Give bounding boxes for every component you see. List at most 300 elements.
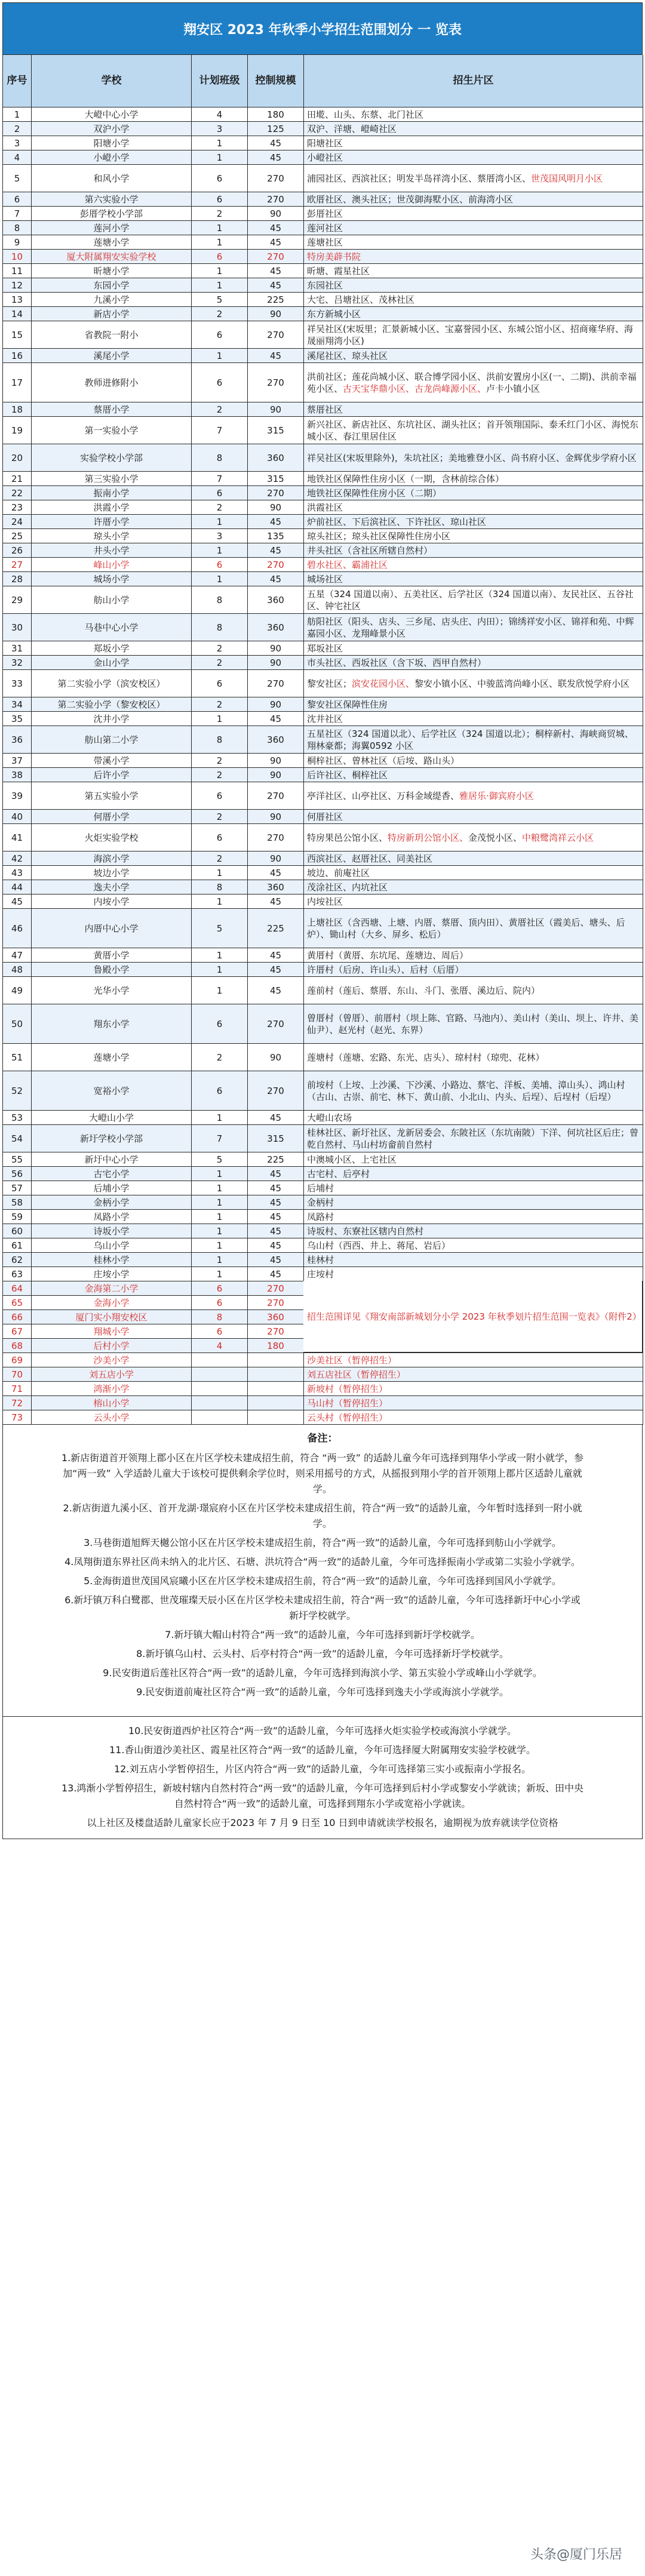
row-area [304, 515, 643, 529]
table-row [2, 852, 643, 866]
row-no: 11 [3, 264, 32, 278]
table-row [2, 293, 643, 307]
row-no: 49 [3, 977, 32, 1004]
row-area [304, 221, 643, 235]
row-classes: 8 [192, 1310, 248, 1324]
area-highlight: 滨安花园小区、 [352, 678, 415, 689]
row-classes: 2 [192, 697, 248, 712]
area-highlight: 特房美薜书院 [307, 251, 361, 262]
row-no: 8 [3, 221, 32, 235]
row-school: 榕山小学 [32, 1396, 192, 1410]
table-row [2, 558, 643, 572]
row-area [304, 307, 643, 321]
area-segment: 城场社区 [307, 573, 343, 585]
row-scale: 360 [248, 726, 304, 754]
row-area [304, 1210, 643, 1224]
table-row [2, 1267, 643, 1281]
row-area-text [307, 323, 640, 347]
table-row [2, 1111, 643, 1125]
row-classes [192, 1353, 248, 1367]
area-segment: 井头社区（含社区所辖自然村） [307, 545, 433, 556]
row-no: 48 [3, 963, 32, 977]
area-segment: 郑坂社区 [307, 643, 343, 654]
row-school: 沙美小学 [32, 1353, 192, 1367]
note-item: 9.民安街道后莲社区符合“两一致”的适龄儿童，今年可选择到海滨小学、第五实验小学或峰山小学就学。 [103, 1667, 542, 1679]
area-segment: 昕塘、霞星社区 [307, 265, 370, 276]
row-school: 振南小学 [32, 486, 192, 500]
row-no: 44 [3, 880, 32, 894]
row-area-text [307, 1240, 450, 1252]
table-row [2, 264, 643, 278]
table-row [2, 444, 643, 472]
row-scale: 225 [248, 1152, 304, 1167]
row-school: 光华小学 [32, 977, 192, 1004]
header-school: 学校 [32, 55, 192, 107]
table-row [2, 500, 643, 515]
table-row [2, 107, 643, 122]
row-no: 64 [3, 1281, 32, 1296]
row-scale: 125 [248, 122, 304, 136]
table-row [2, 543, 643, 558]
note-item: 9.民安街道前庵社区符合“两一致”的适龄儿童，今年可选择到逸夫小学或海滨小学就学。 [136, 1686, 509, 1698]
row-school: 凤路小学 [32, 1210, 192, 1224]
row-no: 35 [3, 712, 32, 726]
area-segment: 曾厝村（曾厝）、前厝村（坝上陈、官路、马池内）、美山村（美山、坝上、许井、美仙尹）、赵光村（赵光、东界） [307, 1012, 639, 1035]
row-area [304, 150, 643, 165]
row-no: 72 [3, 1396, 32, 1410]
row-school: 翔东小学 [32, 1004, 192, 1044]
row-no: 5 [3, 165, 32, 192]
row-classes: 8 [192, 586, 248, 614]
row-school: 峰山小学 [32, 558, 192, 572]
row-classes: 5 [192, 909, 248, 948]
table-title: 翔安区 2023 年秋季小学招生范围划分 一 览表 [2, 2, 643, 55]
row-area [304, 543, 643, 558]
row-school: 第六实验小学 [32, 192, 192, 207]
row-area-text [307, 1254, 334, 1266]
row-no: 36 [3, 726, 32, 754]
area-segment: 内垵社区 [307, 896, 343, 907]
row-area-text [307, 985, 540, 997]
row-classes: 2 [192, 500, 248, 515]
row-area [304, 782, 643, 810]
table-row [2, 641, 643, 656]
area-segment: 田墘、山头、东蔡、北门社区 [307, 109, 424, 120]
row-no: 62 [3, 1253, 32, 1267]
table-row [2, 1210, 643, 1224]
row-no: 24 [3, 515, 32, 529]
area-segment: 舫阳社区（阳头、店头、三乡尾、店头庄、内田）；锦绣祥安小区、锦祥和苑、中辉嘉园小区、龙翔峰景小区 [307, 616, 634, 639]
row-area-text [307, 896, 343, 908]
row-area [304, 1281, 643, 1322]
notes-list-2 [3, 1717, 642, 1839]
area-segment: 祥吴社区(宋坂里除外)，朱坑社区；美地雅登小区、尚书府小区、金辉优步学府小区 [307, 452, 637, 463]
row-area [304, 572, 643, 586]
row-no: 59 [3, 1210, 32, 1224]
row-area [304, 207, 643, 221]
row-no: 41 [3, 824, 32, 852]
row-no: 39 [3, 782, 32, 810]
row-classes: 6 [192, 1071, 248, 1111]
area-highlight: 碧水社区、霸浦社区 [307, 559, 388, 570]
row-classes: 1 [192, 894, 248, 909]
row-no: 46 [3, 909, 32, 948]
row-no: 31 [3, 641, 32, 656]
row-area-text [307, 1268, 334, 1280]
row-scale: 270 [248, 1324, 304, 1339]
row-area-text [307, 1225, 423, 1237]
area-segment: 莲塘村（莲塘、宏路、东光、店头）、琼村村（琼兜、花林） [307, 1052, 545, 1063]
row-scale: 45 [248, 1167, 304, 1181]
area-segment: 黎安小镇小区、中骏蓝湾尚峰小区、联发欣悦学府小区 [414, 678, 630, 689]
row-no: 42 [3, 852, 32, 866]
row-area [304, 250, 643, 264]
area-segment: 黎安社区保障性住房 [307, 699, 388, 710]
row-classes: 6 [192, 321, 248, 349]
area-segment: 炉前社区、下后滨社区、下许社区、琼山社区 [307, 516, 487, 527]
row-area-text [307, 1079, 640, 1103]
table-row [2, 866, 643, 880]
row-classes: 1 [192, 1238, 248, 1253]
row-area-text [307, 404, 343, 416]
row-school: 桂林小学 [32, 1253, 192, 1267]
area-segment: 中澳城小区、上宅社区 [307, 1154, 397, 1165]
row-no: 28 [3, 572, 32, 586]
row-classes [192, 1367, 248, 1382]
table-row [2, 1044, 643, 1071]
row-area-text [307, 123, 397, 135]
row-area [304, 977, 643, 1004]
row-scale: 360 [248, 880, 304, 894]
table-row [2, 165, 643, 192]
area-segment: 后许社区、桐梓社区 [307, 769, 388, 780]
row-scale: 270 [248, 782, 304, 810]
table-row [2, 307, 643, 321]
row-scale: 135 [248, 529, 304, 543]
row-no: 25 [3, 529, 32, 543]
table-row [2, 1224, 643, 1238]
row-scale [248, 1382, 304, 1396]
row-no: 65 [3, 1296, 32, 1310]
table-row [2, 278, 643, 293]
row-school: 云头小学 [32, 1410, 192, 1425]
row-area-text [307, 1052, 545, 1063]
row-area-text [307, 790, 534, 802]
row-no: 56 [3, 1167, 32, 1181]
table-row [2, 1167, 643, 1181]
row-school: 彭厝学校小学部 [32, 207, 192, 221]
row-area [304, 1181, 643, 1195]
row-classes: 5 [192, 293, 248, 307]
row-area [304, 349, 643, 363]
row-area-text [307, 1412, 388, 1424]
row-area [304, 1367, 643, 1382]
table-row [2, 1181, 643, 1195]
table-row [2, 670, 643, 697]
row-area-text [307, 530, 450, 542]
table-row [2, 321, 643, 349]
area-segment: 特房果邑公馆小区、 [307, 832, 388, 843]
row-scale: 90 [248, 402, 304, 417]
notes-label: 备注： [307, 1433, 338, 1444]
row-classes: 2 [192, 402, 248, 417]
row-scale: 90 [248, 656, 304, 670]
row-classes: 2 [192, 1044, 248, 1071]
row-area [304, 1410, 643, 1425]
row-classes: 6 [192, 250, 248, 264]
row-area-text [307, 152, 343, 164]
table-row [2, 1410, 643, 1425]
row-scale: 45 [248, 515, 304, 529]
row-scale: 180 [248, 1339, 304, 1353]
row-scale: 360 [248, 586, 304, 614]
area-segment: 五星（324 国道以南）、五美社区、后学社区（324 国道以南）、友民社区、五谷社区、钟宅社区 [307, 588, 634, 611]
row-scale: 45 [248, 1210, 304, 1224]
row-area-text [307, 1112, 352, 1124]
area-segment: 前垵村（上垵、上沙溪、下沙溪、小路边、蔡宅、洋板、美埔、漳山头）、鸿山村（古山、古崇、前宅、林下、黄山前、小北山、内头、后埕）、后埕村（后埕） [307, 1079, 625, 1102]
row-no: 61 [3, 1238, 32, 1253]
row-scale: 45 [248, 1181, 304, 1195]
merged-area-note: 招生范围详见《翔安南部新城划分小学 2023 年秋季划片招生范围一览表》（附件2） [303, 1281, 642, 1352]
row-school: 舫山小学 [32, 586, 192, 614]
row-no: 16 [3, 349, 32, 363]
row-area [304, 417, 643, 444]
row-area-text [307, 109, 423, 121]
row-scale: 270 [248, 1004, 304, 1044]
row-classes: 2 [192, 852, 248, 866]
area-segment: 阳塘社区 [307, 137, 343, 149]
row-scale: 270 [248, 321, 304, 349]
area-segment: 琼头社区；琼头社区保障性住房小区 [307, 530, 451, 542]
note-item: 以上社区及楼盘适龄儿童家长应于2023 年 7 月 9 日至 10 日到申请就读学校报名，逾期视为放弃就读学位资格 [87, 1817, 558, 1828]
notes-section [2, 1425, 643, 1839]
row-school: 东园小学 [32, 278, 192, 293]
row-classes: 6 [192, 192, 248, 207]
area-segment: 彭厝社区 [307, 208, 343, 219]
row-area-text [307, 881, 388, 893]
notes-list [3, 1449, 642, 1702]
row-scale: 270 [248, 363, 304, 402]
row-no: 18 [3, 402, 32, 417]
row-scale: 45 [248, 235, 304, 250]
area-segment: 地铁社区保障性住房小区（一期，含林前综合体） [307, 473, 505, 484]
row-school: 乌山小学 [32, 1238, 192, 1253]
row-area-text [307, 1369, 406, 1381]
table-row [2, 1253, 643, 1267]
table-row [2, 207, 643, 221]
row-scale: 270 [248, 670, 304, 697]
row-no: 53 [3, 1111, 32, 1125]
area-segment: 洪前社区；莲花尚城小区、联合博学园小区、洪前安置房小区(一、二期)、洪前幸福苑小区、 [307, 371, 637, 394]
row-scale: 45 [248, 1253, 304, 1267]
row-area-text [307, 832, 594, 844]
row-school: 第五实验小学 [32, 782, 192, 810]
row-school: 许厝小学 [32, 515, 192, 529]
row-school: 新店小学 [32, 307, 192, 321]
row-scale [248, 1353, 304, 1367]
row-no: 21 [3, 472, 32, 486]
row-area-text [307, 769, 388, 781]
row-school: 莲塘小学 [32, 235, 192, 250]
area-segment: 金柄村 [307, 1197, 334, 1208]
row-area-text [307, 371, 640, 395]
row-no: 1 [3, 107, 32, 122]
area-segment: 欧厝社区、澳头社区；世茂御海墅小区、前海湾小区 [307, 193, 514, 205]
row-area [304, 726, 643, 754]
table-row [2, 349, 643, 363]
row-scale: 90 [248, 500, 304, 515]
row-school: 莲河小学 [32, 221, 192, 235]
row-no: 63 [3, 1267, 32, 1281]
row-area-text [307, 657, 486, 669]
note-item: 5.金海街道世茂国风宸曦小区在片区学校未建成招生前，符合“两一致”的适龄儿童，今年可选择到国风小学就学。 [84, 1575, 561, 1587]
row-classes: 1 [192, 150, 248, 165]
table-row [2, 486, 643, 500]
row-school: 新圩学校小学部 [32, 1125, 192, 1152]
row-school: 洪霞小学 [32, 500, 192, 515]
row-area [304, 402, 643, 417]
row-classes: 1 [192, 1267, 248, 1281]
row-scale: 90 [248, 852, 304, 866]
table-row [2, 712, 643, 726]
row-no: 14 [3, 307, 32, 321]
area-highlight: 雅居乐·御宾府小区 [459, 790, 534, 801]
row-scale: 45 [248, 278, 304, 293]
row-school: 火炬实验学校 [32, 824, 192, 852]
row-scale: 45 [248, 1224, 304, 1238]
row-scale: 45 [248, 1195, 304, 1210]
row-scale: 45 [248, 712, 304, 726]
area-segment: 沈井社区 [307, 713, 343, 724]
row-classes: 1 [192, 977, 248, 1004]
row-area-text [307, 853, 432, 865]
row-classes: 1 [192, 1224, 248, 1238]
note-item: 8.新圩镇乌山村、云头村、后亭村符合“两一致”的适龄儿童，今年可选择新圩学校就学。 [136, 1648, 509, 1659]
note-item: 3.马巷街道旭辉天樾公馆小区在片区学校未建成招生前，符合“两一致”的适龄儿童，今年可选择到舫山小学就学。 [84, 1537, 561, 1548]
note-item: 7.新圩镇大帽山村符合“两一致”的适龄儿童，今年可选择到新圩学校就学。 [165, 1629, 480, 1640]
header-scale: 控制规模 [248, 55, 304, 107]
row-scale: 315 [248, 1125, 304, 1152]
table-row [2, 782, 643, 810]
row-school: 厦门实小翔安校区 [32, 1310, 192, 1324]
row-school: 郑坂小学 [32, 641, 192, 656]
row-area-text [307, 588, 640, 612]
row-school: 大嶝山小学 [32, 1111, 192, 1125]
area-segment: 桂林社区、新圩社区、龙新居委会、东陂社区（东坑南陂）下洋、何坑社区后庄；曾乾自然村、马山村坊畲前自然村 [307, 1127, 639, 1150]
row-school: 省教院一附小 [32, 321, 192, 349]
area-segment: 黄厝村（黄厝、东坑尾、莲塘边、周后） [307, 949, 469, 961]
row-classes: 8 [192, 726, 248, 754]
row-no: 70 [3, 1367, 32, 1382]
row-classes: 6 [192, 1004, 248, 1044]
row-area-text [307, 573, 343, 585]
row-scale: 45 [248, 349, 304, 363]
row-area-text [307, 173, 603, 185]
row-area-text [307, 1211, 334, 1223]
row-classes: 5 [192, 1152, 248, 1167]
table-row [2, 768, 643, 782]
row-classes: 6 [192, 558, 248, 572]
row-scale: 270 [248, 192, 304, 207]
row-scale [248, 1410, 304, 1425]
table-row [2, 656, 643, 670]
row-scale: 90 [248, 307, 304, 321]
table-row [2, 1152, 643, 1167]
row-no: 69 [3, 1353, 32, 1367]
row-area-text [307, 1354, 397, 1366]
row-scale: 45 [248, 866, 304, 880]
row-classes: 7 [192, 1125, 248, 1152]
row-scale: 45 [248, 1238, 304, 1253]
row-no: 29 [3, 586, 32, 614]
row-school: 金海第二小学 [32, 1281, 192, 1296]
row-area-text [307, 473, 504, 485]
row-no: 43 [3, 866, 32, 880]
row-no: 54 [3, 1125, 32, 1152]
row-area [304, 558, 643, 572]
row-area-text [307, 350, 388, 362]
row-school: 金海小学 [32, 1296, 192, 1310]
row-school: 双沪小学 [32, 122, 192, 136]
row-no: 30 [3, 614, 32, 641]
row-scale: 90 [248, 754, 304, 768]
area-segment: 小嶝社区 [307, 152, 343, 163]
table-row [2, 235, 643, 250]
table-row [2, 909, 643, 948]
table-row [2, 122, 643, 136]
row-classes: 1 [192, 349, 248, 363]
row-school: 金山小学 [32, 656, 192, 670]
row-no: 19 [3, 417, 32, 444]
row-school: 海滨小学 [32, 852, 192, 866]
row-no: 38 [3, 768, 32, 782]
row-scale: 45 [248, 543, 304, 558]
table-row [2, 894, 643, 909]
row-area-text [307, 193, 513, 205]
note-item: 13.鸿渐小学暂停招生，新坡村辖内自然村符合“两一致”的适龄儿童，今年可选择到后村小学或黎安小学就读；新坂、田中央自然村符合“两一致”的适龄儿童，可选择到翔东小学或宽裕小学就读。 [61, 1782, 584, 1809]
area-segment: 桂林村 [307, 1254, 334, 1265]
row-classes: 6 [192, 165, 248, 192]
row-no: 20 [3, 444, 32, 472]
row-scale: 270 [248, 165, 304, 192]
row-area-text [307, 294, 414, 306]
row-area [304, 909, 643, 948]
row-scale: 90 [248, 207, 304, 221]
row-no: 23 [3, 500, 32, 515]
area-segment: 诗坂村、东寮社区辖内自然村 [307, 1225, 424, 1237]
row-classes: 8 [192, 880, 248, 894]
row-classes: 2 [192, 307, 248, 321]
row-classes: 7 [192, 472, 248, 486]
row-area [304, 641, 643, 656]
row-area [304, 754, 643, 768]
row-area [304, 712, 643, 726]
row-area-text [307, 265, 370, 277]
row-no: 12 [3, 278, 32, 293]
row-scale: 90 [248, 810, 304, 824]
row-school: 实验学校小学部 [32, 444, 192, 472]
area-segment: 新兴社区、新店社区、东坑社区、湖头社区；首开领翔国际、泰禾红门小区、海悦东城小区、春江里居住区 [307, 419, 639, 442]
row-area-text [307, 643, 343, 654]
row-area-text [307, 964, 464, 976]
row-classes: 1 [192, 1195, 248, 1210]
row-no: 73 [3, 1410, 32, 1425]
row-school: 和风小学 [32, 165, 192, 192]
area-segment: 庄垵村 [307, 1268, 334, 1280]
row-area [304, 486, 643, 500]
row-scale: 270 [248, 558, 304, 572]
area-segment: 东园社区 [307, 279, 343, 291]
